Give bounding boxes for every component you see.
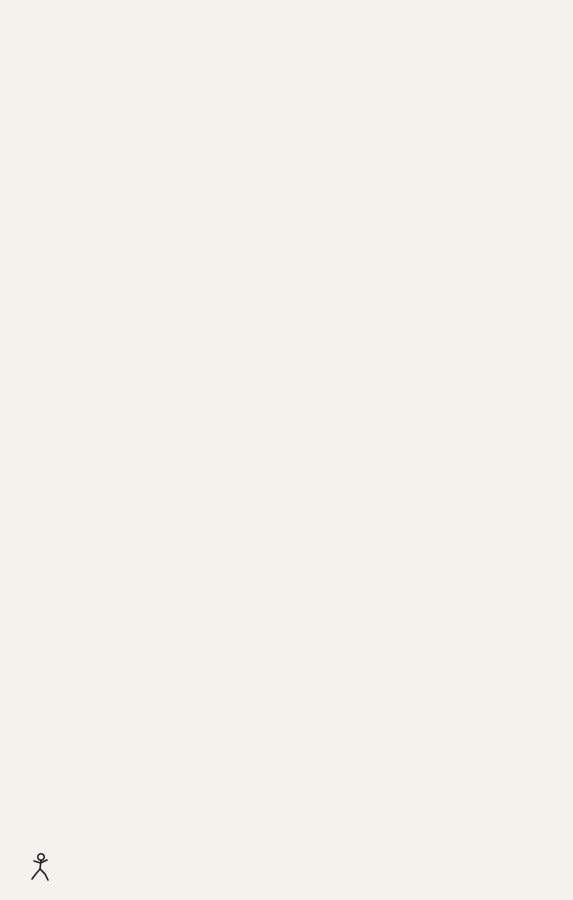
running-figure-icon — [28, 852, 54, 882]
page-footer — [28, 852, 60, 882]
table-of-contents — [34, 22, 553, 43]
section-gap — [34, 22, 553, 43]
